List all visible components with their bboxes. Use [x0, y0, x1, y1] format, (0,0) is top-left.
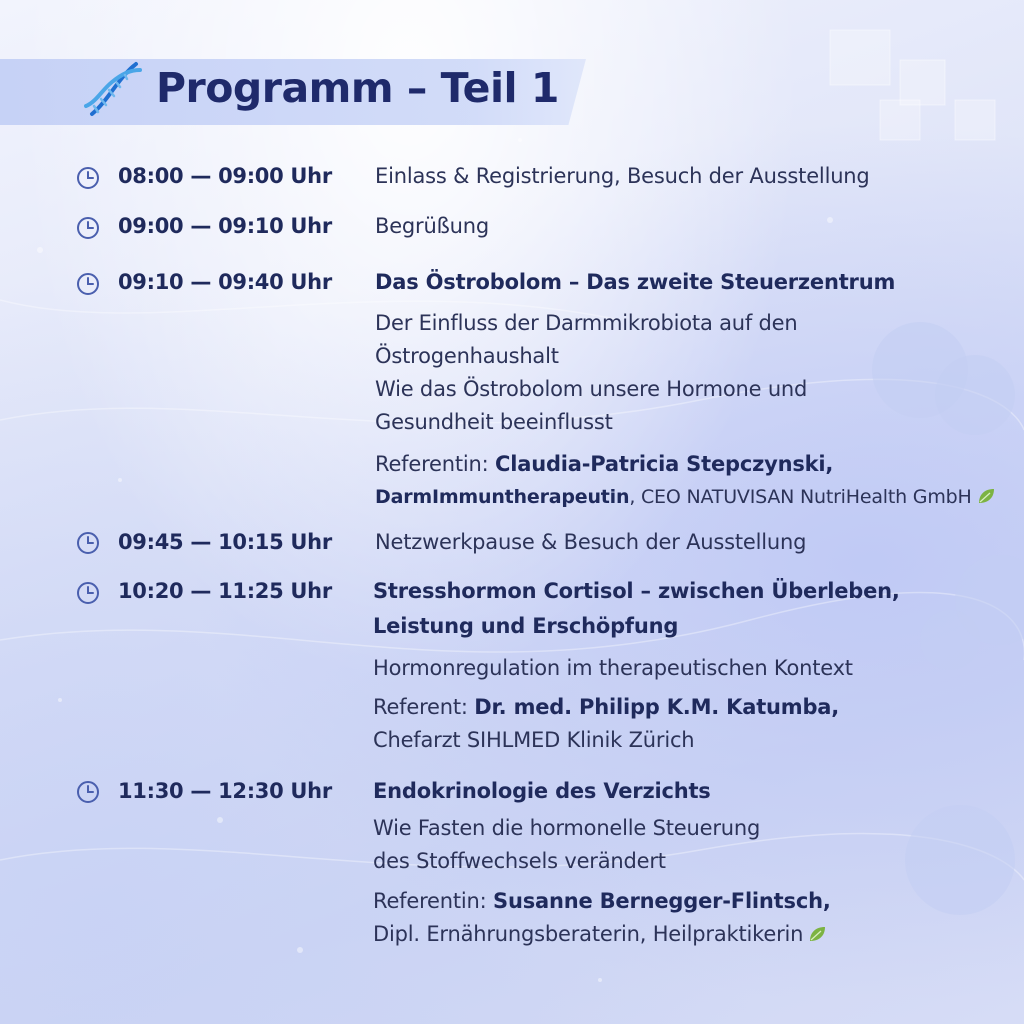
- time-range: 10:20 — 11:25 Uhr: [118, 579, 332, 603]
- clock-icon: [76, 780, 100, 804]
- time-range: 08:00 — 09:00 Uhr: [118, 164, 332, 188]
- clock-icon: [76, 216, 100, 240]
- speaker-role: Chefarzt SIHLMED Klinik Zürich: [373, 728, 695, 752]
- session-title: Stresshormon Cortisol – zwischen Überleben,: [373, 579, 900, 603]
- speaker-role-line: [375, 484, 996, 508]
- clock-icon: [76, 581, 100, 605]
- page-title: Programm – Teil 1: [156, 64, 559, 112]
- speaker-role: , CEO NATUVISAN NutriHealth GmbH: [629, 486, 972, 508]
- speaker-prefix: Referentin:: [373, 889, 494, 913]
- speaker-line: [373, 695, 839, 719]
- session-description: des Stoffwechsels verändert: [373, 849, 666, 873]
- session-description: Wie das Östrobolom unsere Hormone und: [375, 377, 808, 401]
- session-description: Hormonregulation im therapeutischen Kontext: [373, 656, 853, 680]
- time-range: 09:45 — 10:15 Uhr: [118, 530, 332, 554]
- session-description: Der Einfluss der Darmmikrobiota auf den: [375, 311, 798, 335]
- session-title: Leistung und Erschöpfung: [373, 614, 679, 638]
- speaker-prefix: Referent:: [373, 695, 475, 719]
- speaker-name: Susanne Bernegger-Flintsch,: [493, 889, 831, 913]
- speaker-role-line: [373, 922, 827, 946]
- speaker-role-bold: DarmImmuntherapeutin: [375, 486, 630, 508]
- clock-icon: [76, 531, 100, 555]
- session-title: Das Östrobolom – Das zweite Steuerzentrum: [375, 270, 896, 294]
- program-text: Einlass & Registrierung, Besuch der Ausstellung: [375, 164, 870, 188]
- speaker-name: Dr. med. Philipp K.M. Katumba,: [474, 695, 840, 719]
- program-text: Begrüßung: [375, 214, 489, 238]
- clock-icon: [76, 272, 100, 296]
- speaker-prefix: Referentin:: [375, 452, 496, 476]
- clock-icon: [76, 166, 100, 190]
- speaker-line: [373, 889, 831, 913]
- program-text: Netzwerkpause & Besuch der Ausstellung: [375, 530, 807, 554]
- speaker-name: Claudia-Patricia Stepczynski,: [495, 452, 834, 476]
- leaf-icon: [976, 486, 996, 506]
- dna-icon: [82, 60, 144, 122]
- session-description: Östrogenhaushalt: [375, 344, 559, 368]
- time-range: 09:00 — 09:10 Uhr: [118, 214, 332, 238]
- leaf-icon: [807, 924, 827, 944]
- time-range: 09:10 — 09:40 Uhr: [118, 270, 332, 294]
- speaker-role: Dipl. Ernährungsberaterin, Heilpraktikerin: [373, 922, 804, 946]
- time-range: 11:30 — 12:30 Uhr: [118, 779, 332, 803]
- session-description: Gesundheit beeinflusst: [375, 410, 613, 434]
- speaker-line: [375, 452, 833, 476]
- session-description: Wie Fasten die hormonelle Steuerung: [373, 816, 761, 840]
- session-title: Endokrinologie des Verzichts: [373, 779, 711, 803]
